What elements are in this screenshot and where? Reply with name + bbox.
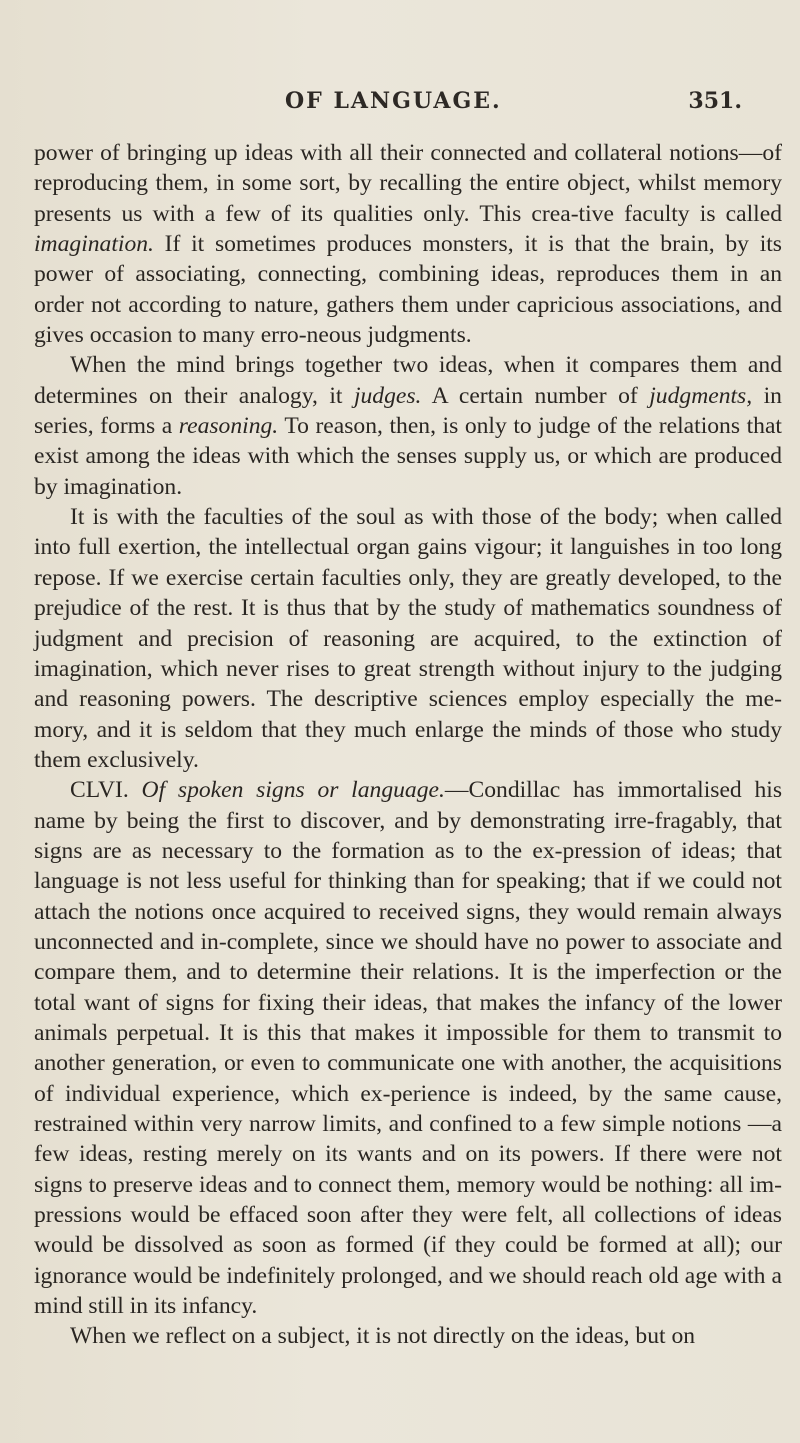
text-run: When the mind brings together two ideas, when it compares them and determines on their analogy, it xyxy=(34,352,782,409)
text-run: in series, forms a xyxy=(34,382,782,440)
italic-text: imagination. xyxy=(34,231,154,258)
page-header xyxy=(0,82,800,118)
paragraph-2 xyxy=(34,350,782,502)
paragraph-1 xyxy=(34,138,782,350)
text-run: power of bringing up ideas with all their connected and collateral notions—of reproducing them, in some sort, by recalling the entire object, whilst memory presents us with a few of its qualities only. This crea-tive faculty is called xyxy=(34,140,782,227)
running-head: OF LANGUAGE. xyxy=(285,88,502,114)
text-run: It is with the faculties of the soul as with those of the body; when called into full exertion, the intellectual organ gains vigour; it languishes in too long repose. If we exercise certain faculties only, they are greatly developed, to the prejudice of the rest. It is thus that by the study of mathematics soundness of judgment and precision of reasoning are acquired, to the extinction of imagination, which never rises to great strength without injury to the judging and reasoning powers. The descriptive sciences employ especially the me-mory, and it is seldom that they much enlarge the minds of those who study them exclusively. xyxy=(34,504,782,773)
text-run: A certain number of xyxy=(421,382,650,409)
page-number: 351. xyxy=(688,88,742,114)
paragraph-3 xyxy=(34,502,782,775)
italic-text: judgments, xyxy=(649,382,753,409)
body-text xyxy=(34,138,782,1352)
italic-text: Of spoken signs or language. xyxy=(141,777,445,804)
text-run: —Condillac has immortalised his name by being the first to discover, and by demonstrating irre-fragably, that signs are as necessary to the formation as to the ex-pression of ideas; that language is not less useful for thinking than for speaking; that if we could not attach the notions once acquired to received signs, they would remain always unconnected and in-complete, since we should have no power to associate and compare them, and to determine their relations. It is the imperfection or the total want of signs for fixing their ideas, that makes the infancy of the lower animals perpetual. It is this that makes it impossible for them to transmit to another generation, or even to communicate one with another, the acquisitions of individual experience, which ex-perience is indeed, by the same cause, restrained within very narrow limits, and confined to a few simple notions —a few ideas, resting merely on its wants and on its powers. If there were not signs to preserve ideas and to connect them, memory would be nothing: all im-pressions would be effaced soon after they were felt, all collections of ideas would be dissolved as soon as formed (if they could be formed at all); our ignorance would be indefinitely prolonged, and we should reach old age with a mind still in its infancy. xyxy=(34,777,783,1320)
paragraph-4 xyxy=(34,775,782,1321)
italic-text: judges. xyxy=(353,382,422,409)
text-run: To reason, then, is only to judge of the relations that exist among the ideas with which the senses supply us, or which are produced by imagination. xyxy=(34,413,782,500)
text-run: If it sometimes produces monsters, it is that the brain, by its power of associating, connecting, combining ideas, reproduces them in an order not according to nature, gathers them under capricious associations, and gives occasion to many erro-neous judgments. xyxy=(34,231,782,349)
italic-text: reasoning. xyxy=(178,413,279,440)
text-run: CLVI. xyxy=(70,777,142,804)
paragraph-5 xyxy=(34,1321,782,1351)
text-run: When we reflect on a subject, it is not directly on the ideas, but on xyxy=(70,1323,696,1350)
